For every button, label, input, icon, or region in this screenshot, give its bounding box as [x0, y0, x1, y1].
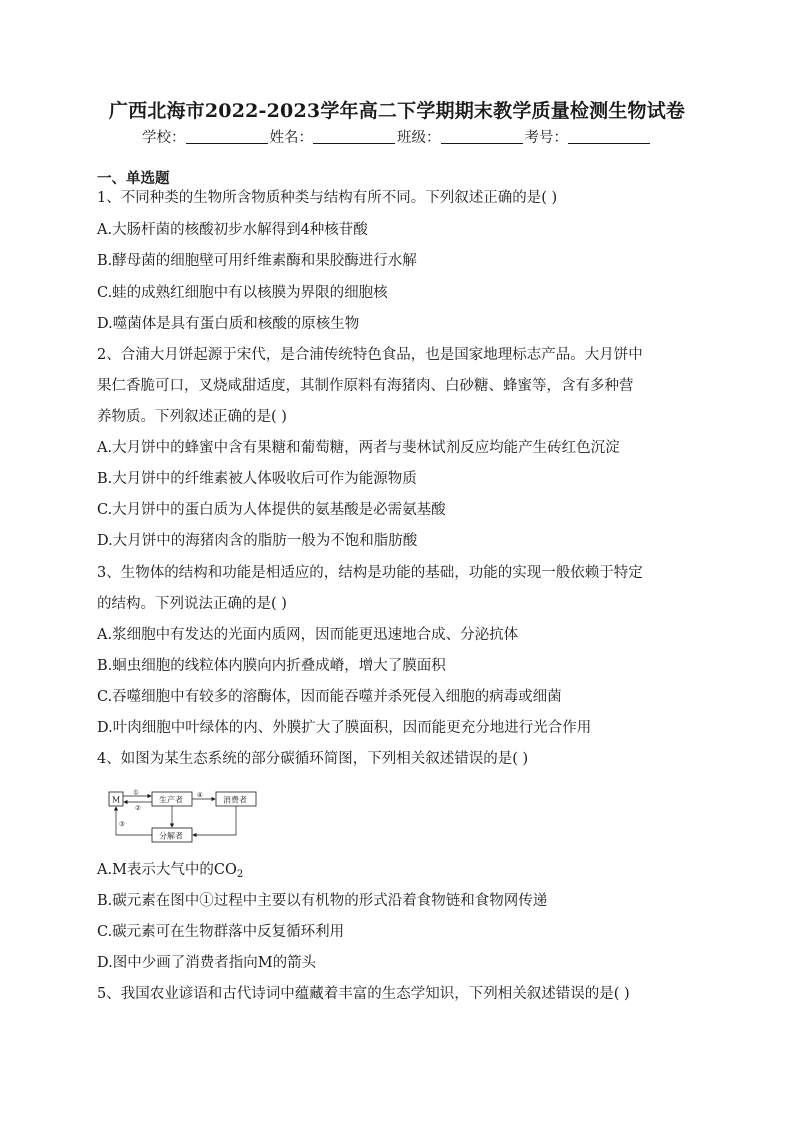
q4-option-d: D.图中少画了消费者指向M的箭头 — [97, 955, 317, 971]
q2-option-a: A.大月饼中的蜂蜜中含有果糖和葡萄糖，两者与斐林试剂反应均能产生砖红色沉淀 — [97, 440, 620, 456]
q1-option-a: A.大肠杆菌的核酸初步水解得到4种核苷酸 — [97, 222, 368, 238]
consumer-node-label: 消费者 — [223, 795, 247, 805]
q2-stem-line-1: 2、合浦大月饼起源于宋代，是合浦传统特色食品，也是国家地理标志产品。大月饼中 — [97, 347, 643, 363]
consumer-to-decomposer-arrow — [193, 806, 236, 835]
name-blank[interactable] — [313, 129, 395, 144]
class-label: 班级： — [397, 130, 441, 146]
q3-option-b: B.蛔虫细胞的线粒体内膜向内折叠成嵴，增大了膜面积 — [97, 658, 446, 674]
q5-stem: 5、我国农业谚语和古代诗词中蕴藏着丰富的生态学知识，下列相关叙述错误的是( ) — [97, 986, 630, 1002]
q2-option-d: D.大月饼中的海猪肉含的脂肪一般为不饱和脂肪酸 — [97, 533, 418, 549]
q1-option-c: C.蛙的成熟红细胞中有以核膜为界限的细胞核 — [97, 285, 388, 301]
q4-option-a-text: A.M表示大气中的CO — [97, 862, 237, 878]
q4-option-c: C.碳元素可在生物群落中反复循环利用 — [97, 924, 345, 940]
q1-stem: 1、不同种类的生物所含物质种类与结构有所不同。下列叙述正确的是( ) — [97, 190, 558, 206]
q1-option-d: D.噬菌体是具有蛋白质和核酸的原核生物 — [97, 316, 360, 332]
q3-option-d: D.叶肉细胞中叶绿体的内、外膜扩大了膜面积，因而能更充分地进行光合作用 — [97, 720, 592, 736]
q2-stem-line-3: 养物质。下列叙述正确的是( ) — [97, 409, 287, 425]
arrow-3-label: ③ — [119, 820, 125, 828]
m-node-label: M — [112, 795, 121, 805]
q3-option-a: A.浆细胞中有发达的光面内质网，因而能更迅速地合成、分泌抗体 — [97, 627, 519, 643]
carbon-cycle-diagram — [108, 788, 268, 846]
school-blank[interactable] — [186, 129, 268, 144]
producer-node-label: 生产者 — [159, 795, 183, 805]
class-blank[interactable] — [441, 129, 523, 144]
q4-stem: 4、如图为某生态系统的部分碳循环简图，下列相关叙述错误的是( ) — [97, 751, 529, 767]
q3-stem-line-2: 的结构。下列说法正确的是( ) — [97, 596, 287, 612]
exam-title: 广西北海市2022-2023学年高二下学期期末教学质量检测生物试卷 — [108, 100, 686, 122]
arrow-2-label: ② — [135, 804, 141, 812]
exam-number-blank[interactable] — [568, 129, 650, 144]
section-heading: 一、单选题 — [97, 170, 170, 187]
q2-option-b: B.大月饼中的纤维素被人体吸收后可作为能源物质 — [97, 471, 417, 487]
q3-option-c: C.吞噬细胞中有较多的溶酶体，因而能吞噬并杀死侵入细胞的病毒或细菌 — [97, 689, 562, 705]
q1-option-b: B.酵母菌的细胞壁可用纤维素酶和果胶酶进行水解 — [97, 253, 417, 269]
arrow-4-label: ④ — [197, 791, 203, 799]
exam-number-label: 考号： — [524, 130, 568, 146]
q3-stem-line-1: 3、生物体的结构和功能是相适应的，结构是功能的基础，功能的实现一般依赖于特定 — [97, 565, 643, 581]
school-label: 学校： — [142, 130, 186, 146]
q4-option-a-subscript: 2 — [236, 869, 244, 880]
q4-option-b: B.碳元素在图中①过程中主要以有机物的形式沿着食物链和食物网传递 — [97, 893, 548, 909]
name-label: 姓名： — [269, 130, 313, 146]
q2-stem-line-2: 果仁香脆可口，叉烧咸甜适度，其制作原料有海猪肉、白砂糖、蜂蜜等，含有多种营 — [97, 378, 634, 394]
q4-option-a — [97, 860, 709, 880]
student-info-line — [0, 126, 794, 147]
q2-option-c: C.大月饼中的蛋白质为人体提供的氨基酸是必需氨基酸 — [97, 502, 446, 518]
arrow-1-label: ① — [133, 788, 139, 797]
decomposer-node-label: 分解者 — [159, 831, 183, 841]
